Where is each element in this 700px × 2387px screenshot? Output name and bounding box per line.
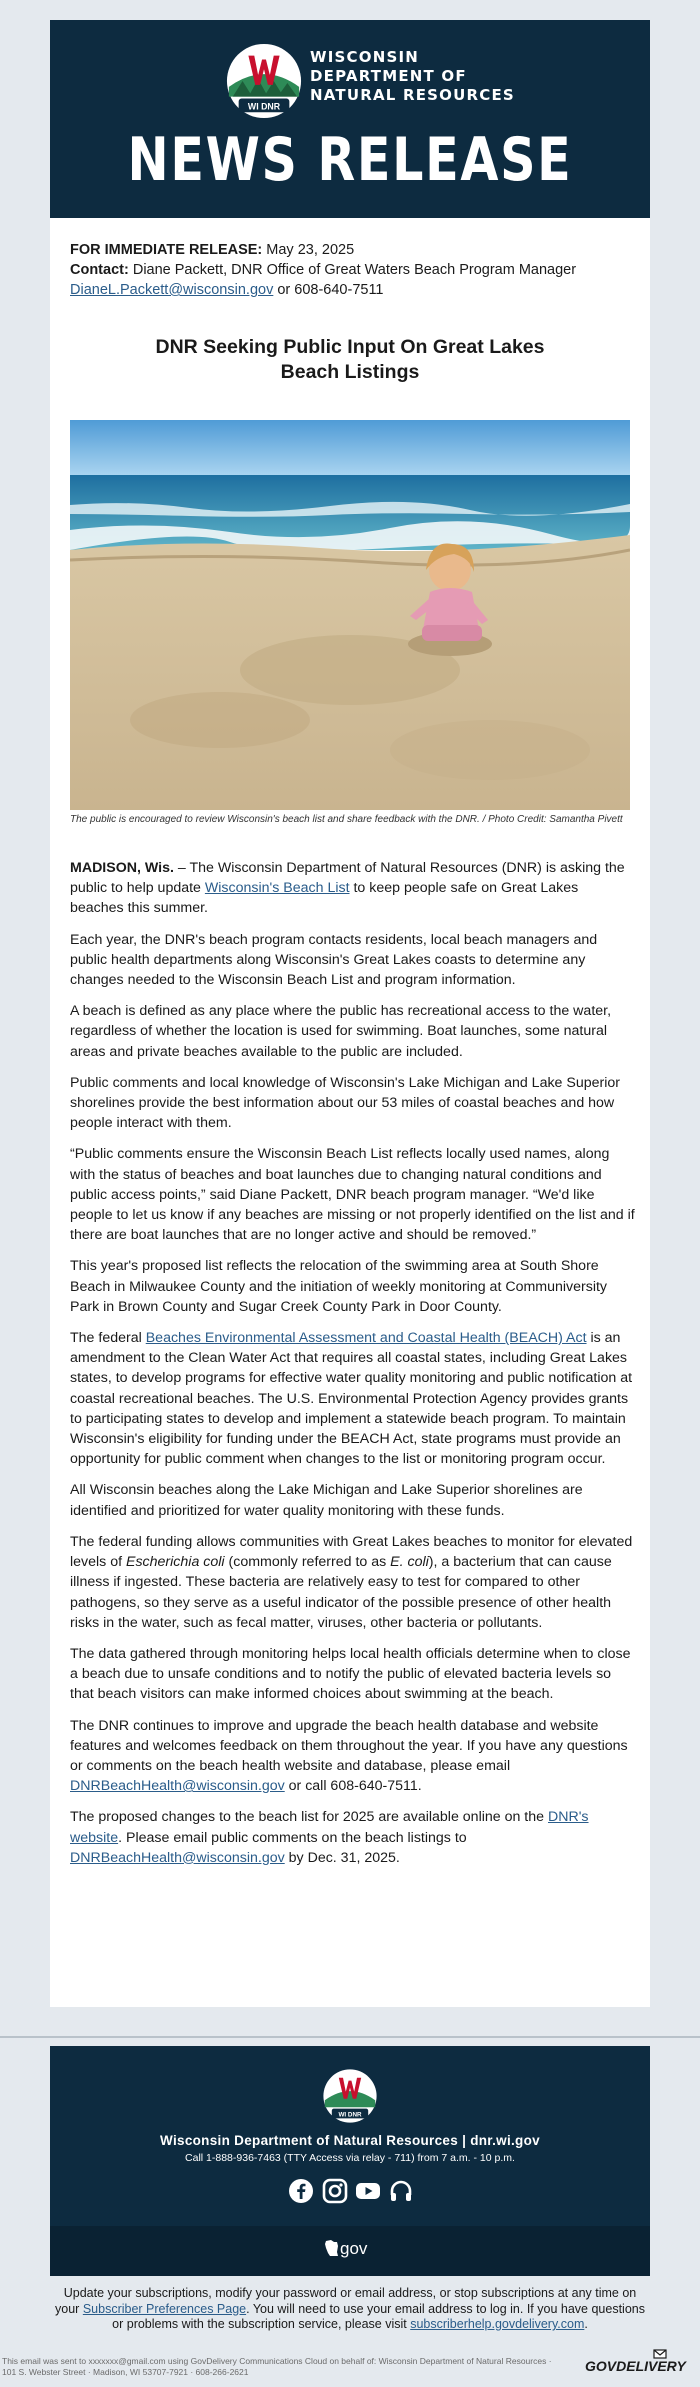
wisconsin-state-icon xyxy=(324,2239,340,2257)
paragraph: This year's proposed list reflects the relocation of the swimming area at South Shore Beach in Milwaukee County and the initiation of weekly monitoring at Communiversity Park in Brown County and Sugar Creek County Park in Door County. xyxy=(70,1258,608,1315)
envelope-icon xyxy=(653,2348,667,2360)
subscriber-preferences-link[interactable]: Subscriber Preferences Page xyxy=(82,2301,247,2316)
paragraph: Public comments and local knowledge of Wisconsin's Lake Michigan and Lake Superior shorelines provide the best information about our 53 miles of coastal beaches and how people interact with them. xyxy=(70,1074,621,1132)
facebook-icon[interactable] xyxy=(288,2178,314,2204)
beach-health-email-link-2[interactable]: DNRBeachHealth@wisconsin.gov xyxy=(70,1849,285,1866)
beach-act-link[interactable]: Beaches Environmental Assessment and Coastal Health (BEACH) Act xyxy=(145,1330,587,1347)
release-meta: FOR IMMEDIATE RELEASE: May 23, 2025 Contact: Diane Packett, DNR Office of Great Waters Beach Program Manager DianeL.Packett@wisconsin.gov or 608-640-7511 xyxy=(70,242,577,298)
beach-list-link[interactable]: Wisconsin's Beach List xyxy=(204,880,350,897)
subscriber-help-link[interactable]: subscriberhelp.govdelivery.com xyxy=(410,2317,585,2331)
news-release-title: NEWS RELEASE xyxy=(127,125,573,195)
dnr-logo xyxy=(225,42,303,120)
instagram-icon[interactable] xyxy=(322,2178,348,2204)
divider xyxy=(0,2036,700,2038)
paragraph: “Public comments ensure the Wisconsin Beach List reflects locally used names, along with the status of beaches and boat launches due to changing natural conditions and public access points,” said Diane Packett, DNR beach program manager. “We'd like people to let us know if any beaches are missing or not properly identified on the list and if there are boat launches that are no longer active and should be removed.” xyxy=(70,1146,635,1244)
beach-photo xyxy=(70,420,630,810)
youtube-icon[interactable] xyxy=(355,2178,381,2204)
paragraph: All Wisconsin beaches along the Lake Michigan and Lake Superior shorelines are identified and prioritized for water quality monitoring with these funds. xyxy=(70,1482,583,1519)
news-release-card xyxy=(50,20,650,2007)
footer-call-info: Call 1-888-936-7463 (TTY Access via relay - 711) from 7 a.m. - 10 p.m. xyxy=(185,2152,515,2164)
paragraph: A beach is defined as any place where the public has recreational access to the water, regardless of whether the location is used for swimming. Boat launches, some natural areas and private beaches available to the public are included. xyxy=(70,1003,612,1060)
footer xyxy=(50,2046,650,2276)
header-banner xyxy=(50,20,650,218)
beach-health-email-link[interactable]: DNRBeachHealth@wisconsin.gov xyxy=(70,1778,285,1795)
paragraph: The DNR continues to improve and upgrade the beach health database and website features and welcomes feedback on them throughout the year. If you have any questions or comments on the beach health website and database, please email DNRBeachHealth@wisconsin.gov or call 608-640-7511. xyxy=(70,1717,628,1795)
paragraph: The federal Beaches Environmental Assessment and Coastal Health (BEACH) Act is an amendment to the Clean Water Act that requires all coastal states, including Great Lakes states, to develop programs for effective water quality monitoring and public notification at coastal recreational beaches. The U.S. Environmental Protection Agency provides grants to participating states to develop and implement a statewide beach program. To maintain Wisconsin's eligibility for funding under the BEACH Act, state programs must provide an opportunity for public comment when changes to the list or monitoring program occur. xyxy=(70,1330,633,1468)
podcast-icon[interactable] xyxy=(388,2178,414,2204)
paragraph: The data gathered through monitoring helps local health officials determine when to close a beach due to unsafe conditions and to notify the public of elevated bacteria levels so that beach visitors can make informed choices about swimming at the beach. xyxy=(70,1645,631,1703)
logo-text: WI DNR xyxy=(247,101,281,112)
govdelivery-brand[interactable]: GOVDELIVERY xyxy=(585,2358,686,2374)
wi-gov-logo[interactable]: gov xyxy=(324,2239,367,2259)
article-body xyxy=(70,858,635,1879)
paragraph: The proposed changes to the beach list for 2025 are available online on the DNR's website. Please email public comments on the beach listings to DNRBeachHealth@wisconsin.gov by Dec. 31, 2025. xyxy=(70,1809,589,1866)
paragraph: The federal funding allows communities with Great Lakes beaches to monitor for elevated levels of Escherichia coli (commonly referred to as E. coli), a bacterium that can cause illness if ingested. These bacteria are relatively easy to test for compared to other pathogens, so they serve as a useful indicator of the possible presence of other health risks in the water, such as fecal matter, viruses, other bacteria or pollutants. xyxy=(70,1533,633,1631)
contact-email-link[interactable]: DianeL.Packett@wisconsin.gov xyxy=(70,282,274,298)
paragraph: MADISON, Wis. – The Wisconsin Department of Natural Resources (DNR) is asking the public to help update Wisconsin's Beach List to keep people safe on Great Lakes beaches this summer. xyxy=(70,860,625,917)
footer-org: Wisconsin Department of Natural Resources | dnr.wi.gov xyxy=(160,2133,540,2148)
dnr-website-link[interactable]: DNR's website xyxy=(70,1809,589,1846)
org-name: WISCONSIN DEPARTMENT OF NATURAL RESOURCES xyxy=(310,48,515,104)
sent-notice: This email was sent to xxxxxxx@gmail.com using GovDelivery Communications Cloud on behalf of: Wisconsin Department of Natural Resources · 101 S. Webster Street · Madison, WI 53707-7921 · 608-266-2621 xyxy=(2,2356,552,2377)
footer-dnr-logo xyxy=(322,2068,378,2124)
headline: DNR Seeking Public Input On Great Lakes Beach Listings xyxy=(155,336,545,383)
photo-caption: The public is encouraged to review Wisconsin's beach list and share feedback with the DNR. / Photo Credit: Samantha Pivett xyxy=(70,814,623,825)
footer-logo-text: WI DNR xyxy=(338,2111,362,2119)
paragraph: Each year, the DNR's beach program contacts residents, local beach managers and public health departments along Wisconsin's Great Lakes coasts to determine any changes needed to the Wisconsin Beach List and program information. xyxy=(70,931,598,989)
subscription-notice: Update your subscriptions, modify your password or email address, or stop subscriptions at any time on your Subscriber Preferences Page. You will need to use your email address to log in. If you have questions or problems with the subscription service, please visit subscriberhelp.govdelivery.com. xyxy=(55,2286,645,2331)
